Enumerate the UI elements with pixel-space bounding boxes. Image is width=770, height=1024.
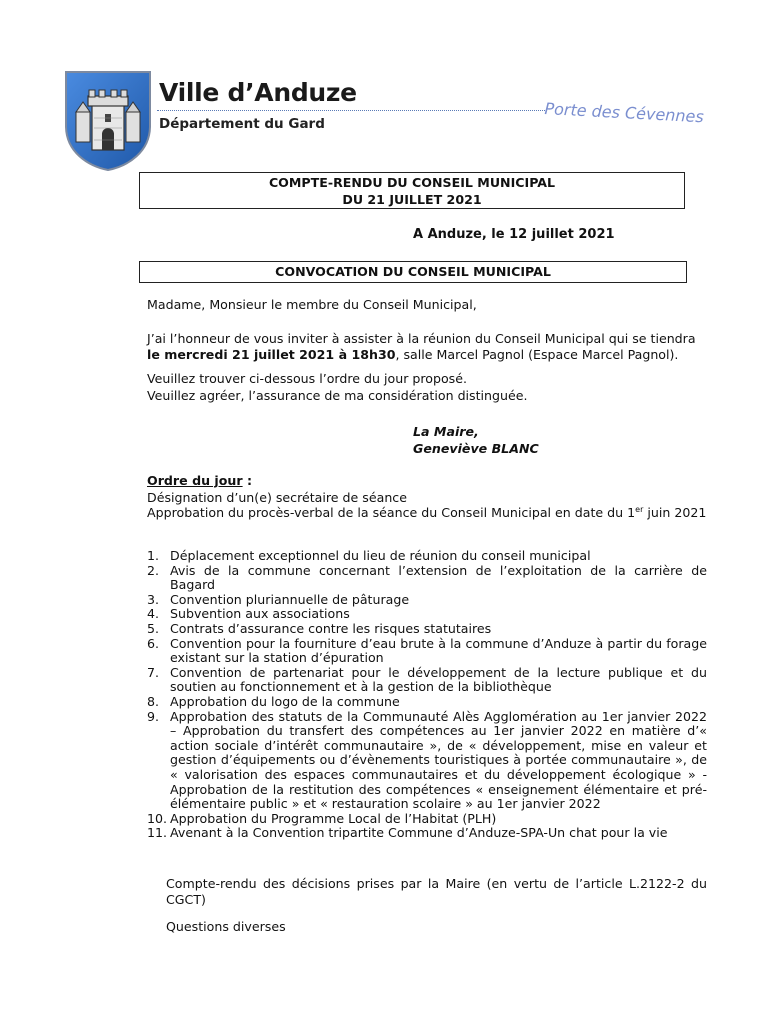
salutation: Madame, Monsieur le membre du Conseil Municipal, (147, 297, 477, 312)
agenda-item: 11. Avenant à la Convention tripartite Commune d’Anduze-SPA-Un chat pour la vie (147, 825, 668, 841)
agenda-item: 6. Convention pour la fourniture d’eau brute à la commune d’Anduze à partir du forage existant sur la station d’épuration (147, 635, 707, 666)
agenda-preliminary-1: Désignation d’un(e) secrétaire de séance (147, 490, 407, 505)
town-tagline: Porte des Cévennes (544, 99, 705, 127)
order-notice: Veuillez trouver ci-dessous l’ordre du jour proposé. (147, 371, 467, 386)
town-name: Ville d’Anduze (159, 78, 357, 107)
report-title-line-2: DU 21 JUILLET 2021 (342, 191, 482, 207)
place-and-date: A Anduze, le 12 juillet 2021 (413, 227, 615, 242)
agenda-item: 4. Subvention aux associations (147, 606, 350, 622)
agenda-item: 10. Approbation du Programme Local de l’Habitat (PLH) (147, 810, 497, 826)
meeting-location: , salle Marcel Pagnol (Espace Marcel Pagnol). (395, 347, 679, 362)
agenda-item: 8. Approbation du logo de la commune (147, 693, 400, 709)
department-name: Département du Gard (159, 116, 325, 132)
invitation-lead: J’ai l’honneur de vous inviter à assister à la réunion du Conseil Municipal qui se tiendra (147, 331, 696, 346)
agenda-item: 2. Avis de la commune concernant l’extension de l’exploitation de la carrière de Bagard (147, 562, 707, 593)
town-crest-logo (62, 68, 154, 172)
signature-name: Geneviève BLANC (413, 441, 539, 456)
letterhead-dotted-rule (157, 110, 545, 111)
misc-questions: Questions diverses (166, 919, 286, 934)
meeting-datetime: le mercredi 21 juillet 2021 à 18h30 (147, 347, 396, 362)
report-title-line-1: COMPTE-RENDU DU CONSEIL MUNICIPAL (268, 175, 556, 190)
agenda-item: 5. Contrats d’assurance contre les risques statutaires (147, 620, 492, 636)
agenda-item: 3. Convention pluriannuelle de pâturage (147, 591, 410, 607)
agenda-heading-label: Ordre du jour (147, 473, 243, 488)
report-title-box (139, 172, 685, 209)
decisions-report: Compte-rendu des décisions prises par la Maire (en vertu de l’article L.2122-2 du CGCT) (166, 876, 707, 907)
agenda-item: 7. Convention de partenariat pour le développement de la lecture publique et du soutien au fonctionnement et à la gestion de la bibliothèque (147, 664, 707, 695)
signature-role: La Maire, (413, 424, 479, 439)
invitation-paragraph (147, 331, 707, 363)
regards: Veuillez agréer, l’assurance de ma considération distinguée. (147, 388, 528, 403)
signature-block (413, 423, 539, 457)
convocation-title: CONVOCATION DU CONSEIL MUNICIPAL (139, 261, 687, 283)
agenda-item: 9. Approbation des statuts de la Communauté Alès Agglomération au 1er janvier 2022 – Approbation du transfert des compétences au 1er janvier 2022 en matière d’« action sociale d’intérêt communautaire », de « développement, mise en valeur et gestion d’équipements ou d’évènements touristiques à portée communautaire », de « valorisation des espaces communautaires et du développement écologique » - Approbation de la restitution des compétences « enseignement élémentaire et pré-élémentaire public » et « restauration scolaire » au 1er janvier 2022 (147, 708, 707, 812)
agenda-item: 1. Déplacement exceptionnel du lieu de réunion du conseil municipal (147, 548, 591, 563)
agenda-heading: Ordre du jour : (147, 473, 253, 488)
agenda-preliminary-2: Approbation du procès-verbal de la séance du Conseil Municipal en date du 1er juin 2021 (147, 504, 707, 520)
agenda-list (147, 549, 707, 841)
